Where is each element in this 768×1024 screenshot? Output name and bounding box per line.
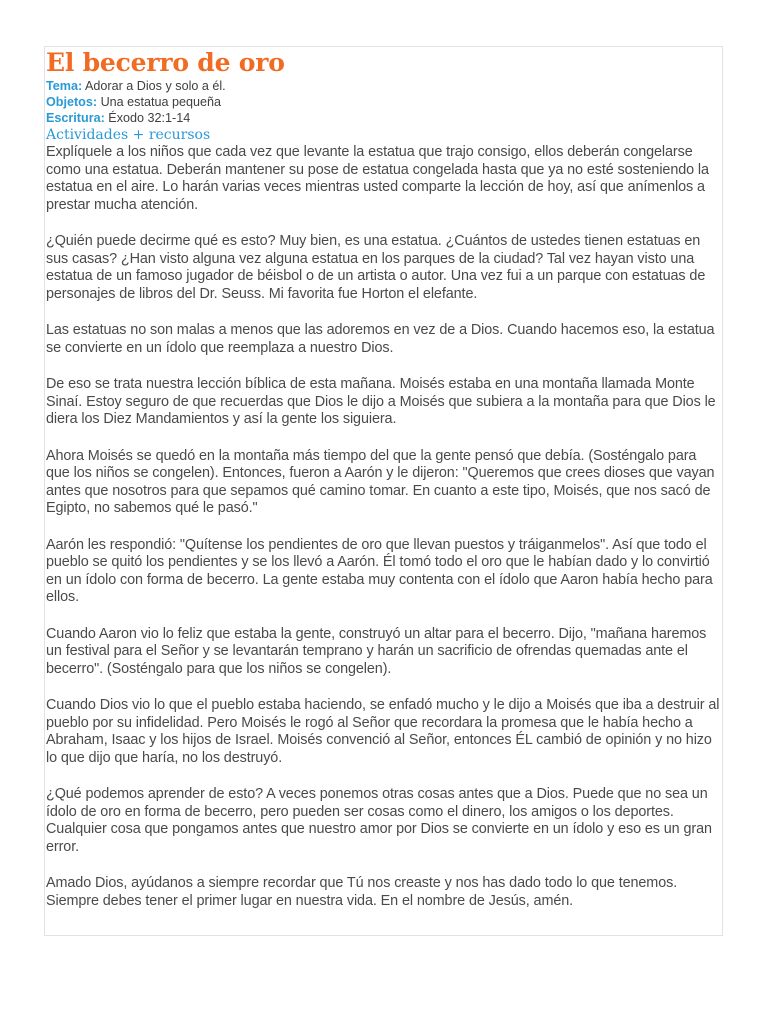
- meta-value-objects: Una estatua pequeña: [97, 95, 222, 109]
- lesson-paragraph: ¿Quién puede decirme qué es esto? Muy bien, es una estatua. ¿Cuántos de ustedes tienen estatuas en sus casas? ¿Han visto alguna vez alguna estatua en los parques de la ciudad? Tal vez hayan visto una estatua de un famoso jugador de béisbol o de un artista o autor. Una vez fui a un parque con estatuas de personajes de libros del Dr. Seuss. Mi favorita fue Horton el elefante.: [46, 233, 706, 302]
- meta-row-scripture: [46, 110, 722, 126]
- meta-value-scripture: Éxodo 32:1-14: [104, 111, 191, 125]
- lesson-paragraph: Amado Dios, ayúdanos a siempre recordar que Tú nos creaste y nos has dado todo lo que tenemos. Siempre debes tener el primer lugar en nuestra vida. En el nombre de Jesús, amén.: [46, 875, 678, 909]
- lesson-container: [44, 46, 723, 936]
- lesson-paragraph: Ahora Moisés se quedó en la montaña más tiempo del que la gente pensó que debía. (Sosténgalo para que los niños se congelen). Entonces, fueron a Aarón y le dijeron: "Queremos que crees dioses que vayan antes que nosotros para que sepamos qué camino tomar. En cuanto a este tipo, Moisés, que nos sacó de Egipto, no sabemos qué le pasó.": [46, 447, 715, 516]
- meta-row-topic: [46, 78, 722, 94]
- lesson-paragraph: De eso se trata nuestra lección bíblica de esta mañana. Moisés estaba en una montaña llamada Monte Sinaí. Estoy seguro de que recuerdas que Dios le dijo a Moisés que subiera a la montaña para que Dios le diera los Diez Mandamientos y así la gente los siguiera.: [46, 376, 716, 427]
- meta-row-objects: [46, 94, 722, 110]
- meta-key-objects: Objetos:: [46, 95, 98, 109]
- lesson-body: [46, 144, 722, 910]
- activities-resources-link[interactable]: Actividades + recursos: [46, 127, 211, 143]
- lesson-paragraph: Explíquele a los niños que cada vez que levante la estatua que trajo consigo, ellos deberán congelarse como una estatua. Deberán mantener su pose de estatua congelada hasta que ya no esté sosteniendo la estatua en el aire. Lo harán varias veces mientras usted comparte la lección de hoy, así que anímenlos a prestar mucha atención.: [46, 144, 709, 213]
- lesson-meta: [46, 78, 722, 126]
- meta-key-scripture: Escritura:: [46, 111, 105, 125]
- meta-value-topic: Adorar a Dios y solo a él.: [82, 79, 226, 93]
- lesson-paragraph: Aarón les respondió: "Quítense los pendientes de oro que llevan puestos y tráiganmelos". Así que todo el pueblo se quitó los pendientes y se los llevó a Aarón. Él tomó todo el oro que le habían dado y lo convirtió en un ídolo con forma de becerro. La gente estaba muy contenta con el ídolo que Aaron había hecho para ellos.: [46, 536, 713, 605]
- lesson-paragraph: Cuando Aaron vio lo feliz que estaba la gente, construyó un altar para el becerro. Dijo, "mañana haremos un festival para el Señor y se levantarán temprano y harán un sacrificio de ofrendas quemadas ante el becerro". (Sosténgalo para que los niños se congelen).: [46, 625, 707, 677]
- meta-key-topic: Tema:: [46, 79, 83, 93]
- lesson-paragraph: Las estatuas no son malas a menos que las adoremos en vez de a Dios. Cuando hacemos eso, la estatua se convierte en un ídolo que reemplaza a nuestro Dios.: [46, 322, 715, 356]
- lesson-title: El becerro de oro: [46, 48, 285, 77]
- lesson-paragraph: Cuando Dios vio lo que el pueblo estaba haciendo, se enfadó mucho y le dijo a Moisés que iba a destruir al pueblo por su infidelidad. Pero Moisés le rogó al Señor que recordara la promesa que le había hecho a Abraham, Isaac y los hijos de Israel. Moisés convenció al Señor, entonces ÉL cambió de opinión y no hizo lo que dijo que haría, no los destruyó.: [46, 697, 720, 766]
- lesson-paragraph: ¿Qué podemos aprender de esto? A veces ponemos otras cosas antes que a Dios. Puede que no sea un ídolo de oro en forma de becerro, pero pueden ser cosas como el dinero, los amigos o los deportes. Cualquier cosa que pongamos antes que nuestro amor por Dios se convierte en un ídolo y eso es un gran error.: [46, 786, 712, 855]
